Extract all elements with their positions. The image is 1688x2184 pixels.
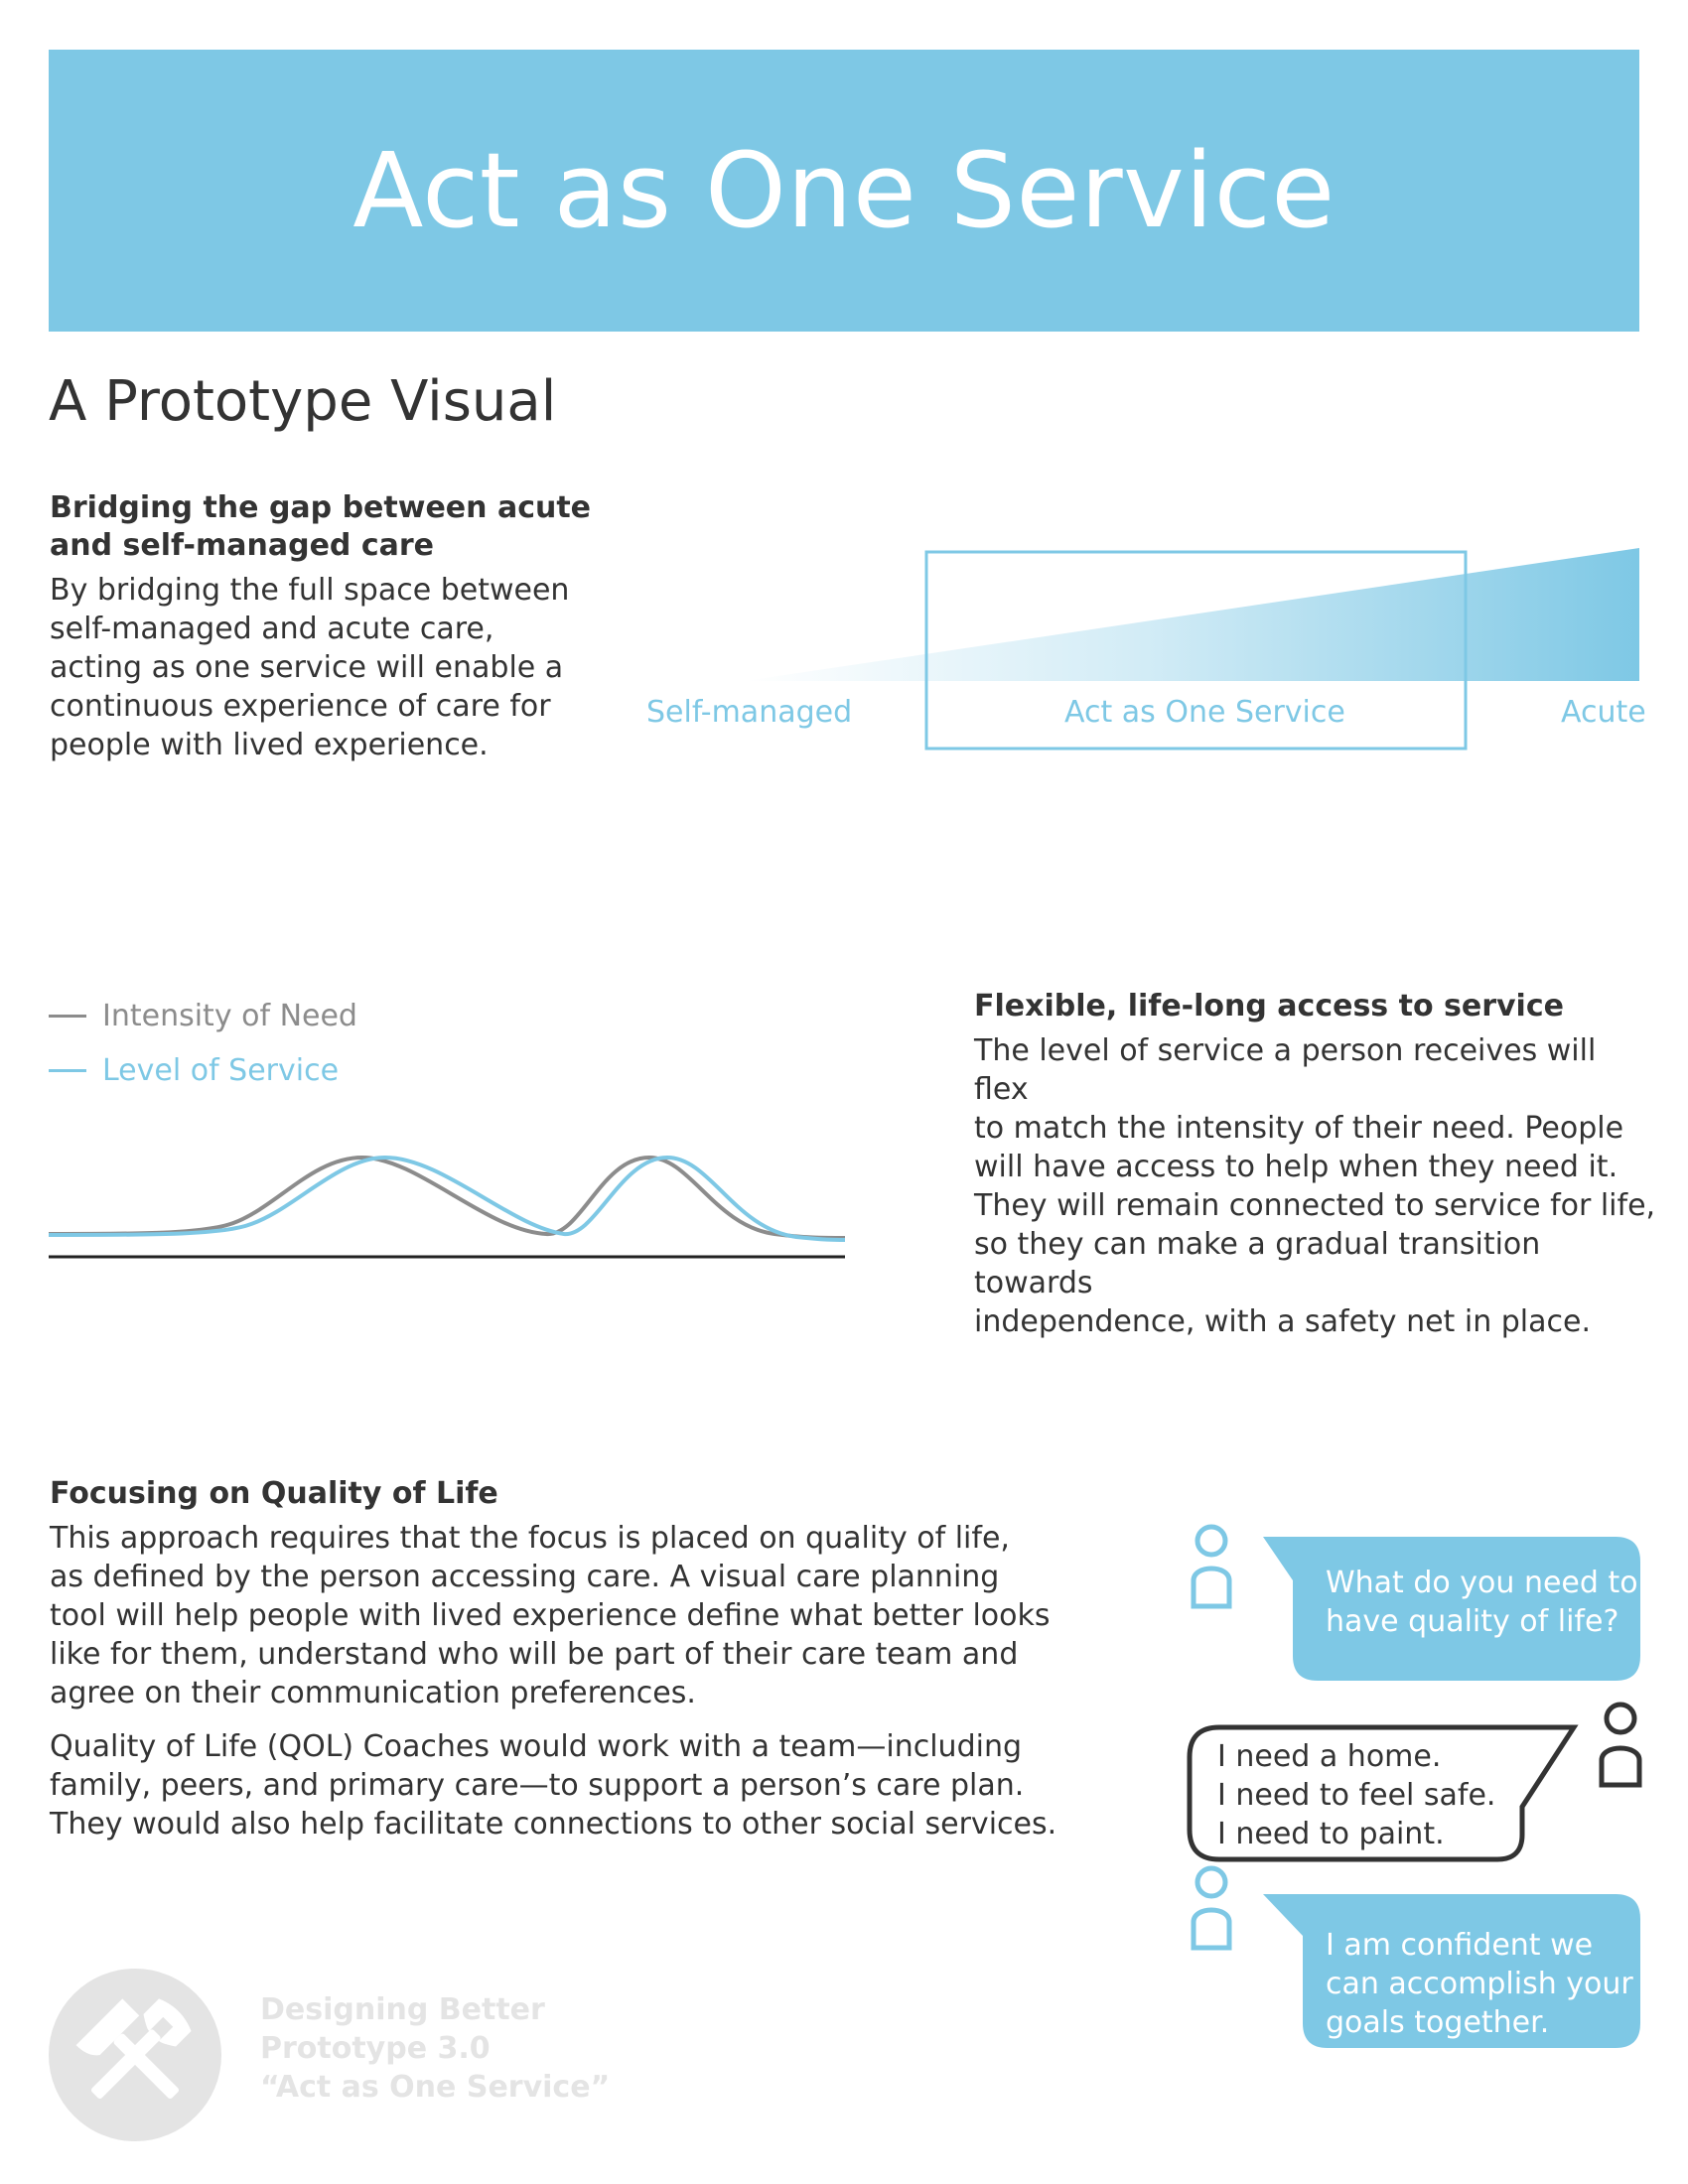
title-banner [49,50,1639,332]
bubble-question-text [1326,1564,1638,1641]
flexible-heading: Flexible, life-long access to service [974,989,1564,1024]
flexible-body [974,1031,1659,1341]
quality-para-1-line: like for them, understand who will be part of their care team and [50,1637,1019,1672]
legend-label-service: Level of Service [102,1053,340,1088]
quality-para-1-line: tool will help people with lived experience define what better looks [50,1598,1051,1633]
level-of-service-curve [49,1158,845,1240]
bridging-body-line: continuous experience of care for [50,689,551,724]
quality-para-1 [50,1519,1062,1712]
footer-line: “Act as One Service” [260,2070,611,2105]
need-service-chart [40,1132,854,1271]
person-icon [1602,1705,1639,1785]
page-subtitle: A Prototype Visual [49,369,557,434]
hammer-wrench-icon [49,1969,221,2141]
footer-line: Prototype 3.0 [260,2031,491,2066]
quality-para-1-line: This approach requires that the focus is placed on quality of life, [50,1521,1010,1556]
flexible-body-line: to match the intensity of their need. People [974,1111,1624,1146]
legend-swatch-need [49,1015,86,1018]
quality-para-2 [50,1727,1062,1843]
bridging-heading-line: and self-managed care [50,528,434,563]
bubble-line: can accomplish your [1326,1967,1633,2001]
quality-of-life-section [50,1475,1062,1843]
page-title: Act as One Service [352,130,1336,251]
flexible-body-line: independence, with a safety net in place. [974,1304,1591,1339]
footer-text [260,1990,610,2107]
quality-para-2-line: family, peers, and primary care—to support a person’s care plan. [50,1768,1025,1803]
bridging-body [50,571,606,764]
spectrum-wedge [745,548,1639,681]
person-icon [1194,1527,1229,1606]
bubble-line: What do you need to [1326,1566,1638,1600]
flexible-body-line: They will remain connected to service for life, [974,1188,1656,1223]
flexible-body-line: will have access to help when they need it. [974,1150,1618,1184]
bubble-needs-text [1217,1737,1495,1853]
flexible-body-line: so they can make a gradual transition towards [974,1227,1541,1300]
flexible-body-line: The level of service a person receives will flex [974,1033,1597,1107]
bridging-heading [50,489,606,565]
person-icon [1194,1868,1229,1948]
bridging-body-line: acting as one service will enable a [50,650,564,685]
bridging-body-line: people with lived experience. [50,728,489,762]
bubble-line: have quality of life? [1326,1604,1619,1639]
bridging-section [50,489,606,764]
quality-para-2-line: They would also help facilitate connections to other social services. [50,1807,1057,1842]
bridging-body-line: self-managed and acute care, [50,612,494,646]
legend-level-of-service [49,1053,339,1088]
self-managed-label: Self-managed [646,695,853,730]
bubble-line: I need to feel safe. [1217,1778,1496,1813]
quality-para-2-line: Quality of Life (QOL) Coaches would work with a team—including [50,1729,1022,1764]
footer-line: Designing Better [260,1992,545,2027]
bridging-heading-line: Bridging the gap between acute [50,490,592,525]
quality-para-1-line: agree on their communication preferences. [50,1676,696,1710]
bubble-confidence-text [1326,1926,1633,2042]
bubble-line: goals together. [1326,2005,1550,2040]
acute-label: Acute [1561,695,1646,730]
quality-heading: Focusing on Quality of Life [50,1476,498,1511]
quality-para-1-line: as defined by the person accessing care. A visual care planning [50,1560,1000,1594]
bubble-line: I need to paint. [1217,1817,1445,1851]
bubble-line: I am confident we [1326,1928,1594,1963]
bubble-line: I need a home. [1217,1739,1442,1774]
legend-label-need: Intensity of Need [102,999,357,1033]
legend-swatch-service [49,1069,86,1072]
legend-intensity-of-need [49,999,357,1033]
bridging-body-line: By bridging the full space between [50,573,570,608]
act-as-one-label: Act as One Service [1064,695,1345,730]
flexible-section [974,988,1659,1341]
